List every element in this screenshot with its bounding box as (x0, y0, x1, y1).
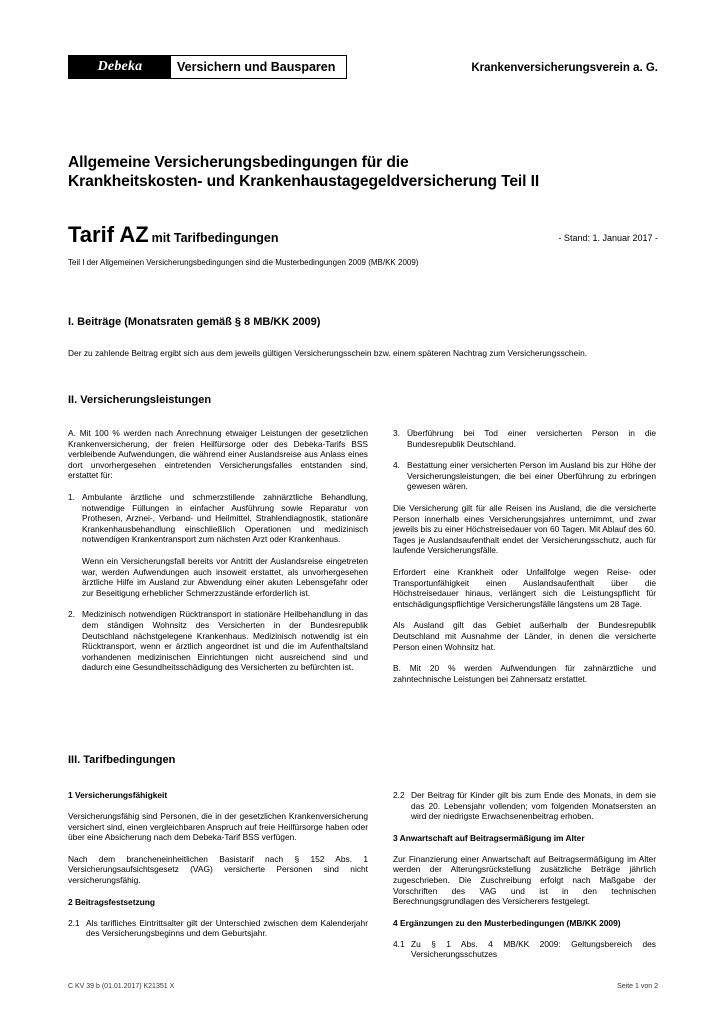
list-item-4 (393, 460, 656, 492)
list-item-number: 2. (68, 609, 75, 620)
footer-page-number: Seite 1 von 2 (617, 983, 658, 990)
subsection-2-1 (68, 918, 368, 939)
subsection-3-heading: 3 Anwartschaft auf Beitragsermäßigung im Alter (393, 832, 585, 843)
list-item-number: 1. (68, 491, 75, 502)
list-item-3 (393, 428, 656, 449)
stand-date: - Stand: 1. Januar 2017 - (558, 233, 658, 243)
title-line-2: Krankheitskosten- und Krankenhaustagegeldversicherung Teil II (68, 173, 540, 190)
list-item-1-continued: Wenn ein Versicherungsfall bereits vor Antritt der Auslandsreise eingetreten war, werden Aufwendungen auch insoweit erstattet, als unvorhergesehen ärztliche Hilfe im Ausland zur Abwendung einer akuten Lebensgefahr oder zur Beseitigung erheblicher Schmerzzustände erforderlich ist. (82, 555, 368, 598)
section-3-right-column (393, 790, 656, 960)
section-1-text: Der zu zahlende Beitrag ergibt sich aus dem jeweils gültigen Versicherungsschein bzw. einem späteren Nachtrag zum Versicherungsschein. (68, 348, 588, 358)
subsection-1-paragraph-1: Versicherungsfähig sind Personen, die in der gesetzlichen Krankenversicherung versichert sind, einen vergleichbaren Anspruch auf freie Heilfürsorge haben oder über eine Absicherung nach dem Debeka-Tarif BSS verfügen. (68, 811, 368, 843)
subsection-4-1 (393, 939, 656, 960)
debeka-logo (68, 55, 347, 79)
item-text: Der Beitrag für Kinder gilt bis zum Ende des Monats, in dem sie das 20. Lebensjahr vollenden; vom folgenden Monatsersten an wird der niedrigste Erwachsenenbeitrag erhoben. (411, 790, 656, 822)
logo-tagline: Versichern und Bausparen (177, 60, 336, 74)
section-2-left-column (68, 428, 368, 673)
teil-note: Teil I der Allgemeinen Versicherungsbedingungen sind die Musterbedingungen 2009 (MB/KK 2009) (68, 258, 419, 267)
subsection-3-paragraph: Zur Finanzierung einer Anwartschaft auf Beitragsermäßigung im Alter werden der Alterungsrückstellung zusätzliche Beträge jährlich zugeschrieben. Die Zuschreibung erfolgt nach Maßgabe der Vorschriften des VAG und ist in den technischen Berechnungsgrundlagen des Versicherers festgelegt. (393, 853, 656, 907)
item-number: 2.2 (393, 790, 405, 800)
title-line-1: Allgemeine Versicherungsbedingungen für die (68, 154, 409, 171)
subsection-2-heading: 2 Beitragsfestsetzung (68, 896, 156, 907)
list-item-number: 3. (393, 428, 400, 438)
footer-document-code: C KV 39 b (01.01.2017) K21351 X (68, 983, 175, 990)
paragraph-reisedauer: Die Versicherung gilt für alle Reisen ins Ausland, die die versicherte Person innerhalb eines Versicherungsjahres unternimmt, und zwar jeweils bis zu einer Höchstreisedauer von 60 Tagen. Mit Ablauf des 60. Tages je Auslandsaufenthalt endet der Versicherungsschutz, auch für laufende Versicherungsfälle. (393, 502, 656, 556)
logo-wordmark: Debeka (69, 56, 171, 78)
item-text: Zu § 1 Abs. 4 MB/KK 2009: Geltungsbereich des Versicherungsschutzes (411, 938, 656, 960)
tarif-heading (68, 222, 279, 251)
subsection-1-paragraph-2: Nach dem brancheneinheitlichen Basistarif nach § 152 Abs. 1 Versicherungsaufsichtsgesetz (VAG) versicherte Personen sind nicht versicherungsfähig. (68, 853, 368, 885)
list-item-text: Bestattung einer versicherten Person im Ausland bis zur Höhe der Versicherungsleistungen, die bei einer Überführung zu erbringen gewesen wären. (407, 460, 656, 492)
list-item-2 (68, 609, 368, 673)
subsection-2-2 (393, 790, 656, 822)
paragraph-ausland: Als Ausland gilt das Gebiet außerhalb der Bundesrepublik Deutschland mit Ausnahme der Länder, in denen die versicherte Person einen Wohnsitz hat. (393, 620, 656, 652)
subsection-4-heading: 4 Ergänzungen zu den Musterbedingungen (MB/KK 2009) (393, 917, 621, 928)
item-number: 4.1 (393, 938, 405, 949)
document-title (68, 153, 668, 191)
paragraph-verlaengerung: Erfordert eine Krankheit oder Unfallfolge wegen Reise- oder Transportunfähigkeit einen Auslandsaufenthalt über die Höchstreisedauer hinaus, verlängert sich die Leistungspflicht für entschädigungspflichtige Versicherungsfälle längstens um 28 Tage. (393, 566, 656, 609)
section-3-heading: III. Tarifbedingungen (68, 754, 176, 766)
list-item-text: Medizinisch notwendigen Rücktransport in stationäre Heilbehandlung in das dem ständigen Wohnsitz des Versicherten in der Bundesrepublik Deutschland nächstgelegene Krankenhaus. Medizinisch notwendig ist ein Rücktransport, wenn er ärztlich angeordnet ist und die im Aufenthaltsland vorhandenen medizinischen Einrichtungen nicht ausreichend sind und dadurch eine Gesundheitsschädigung des Versicherten zu befürchten ist. (82, 609, 368, 673)
section-1-heading: I. Beiträge (Monatsraten gemäß § 8 MB/KK 2009) (68, 316, 321, 328)
company-name: Krankenversicherungsverein a. G. (471, 62, 658, 74)
section-2-right-column (393, 428, 656, 684)
list-item-text: Ambulante ärztliche und schmerzstillende zahnärztliche Behandlung, notwendige Füllungen in einfacher Ausführung sowie Reparatur von Prothesen, Arznei-, Verband- und Heilmittel, Strahlendiagnostik, stationäre Krankenhausbehandlung einschließlich Operationen und medizinisch notwendigen Krankentransport zum nächsten Arzt oder Krankenhaus. (82, 491, 368, 545)
item-text: Als tarifliches Eintrittsalter gilt der Unterschied zwischen dem Kalenderjahr des Versicherungsbeginns und dem Geburtsjahr. (86, 917, 368, 939)
paragraph-a: A. Mit 100 % werden nach Anrechnung etwaiger Leistungen der gesetzlichen Krankenversicherung, der freien Heilfürsorge oder des Debeka-Tarifs BSS verbleibende Aufwendungen, die während einer Auslandsreise aus Anlass eines dort unvorhergesehen eintretenden Versicherungsfalles entstanden sind, erstattet für: (68, 428, 368, 481)
tarif-subtitle: mit Tarifbedingungen (151, 231, 279, 245)
section-2-heading: II. Versicherungsleistungen (68, 394, 212, 406)
list-item-text: Überführung bei Tod einer versicherten Person in die Bundesrepublik Deutschland. (407, 428, 656, 449)
paragraph-b: B. Mit 20 % werden Aufwendungen für zahnärztliche und zahntechnische Leistungen bei Zahnersatz erstattet. (393, 663, 656, 684)
list-item-number: 4. (393, 460, 400, 471)
section-3-left-column (68, 790, 368, 939)
tarif-name: Tarif AZ (68, 222, 149, 247)
list-item-1 (68, 492, 368, 545)
item-number: 2.1 (68, 917, 80, 928)
subsection-1-heading: 1 Versicherungsfähigkeit (68, 790, 168, 800)
